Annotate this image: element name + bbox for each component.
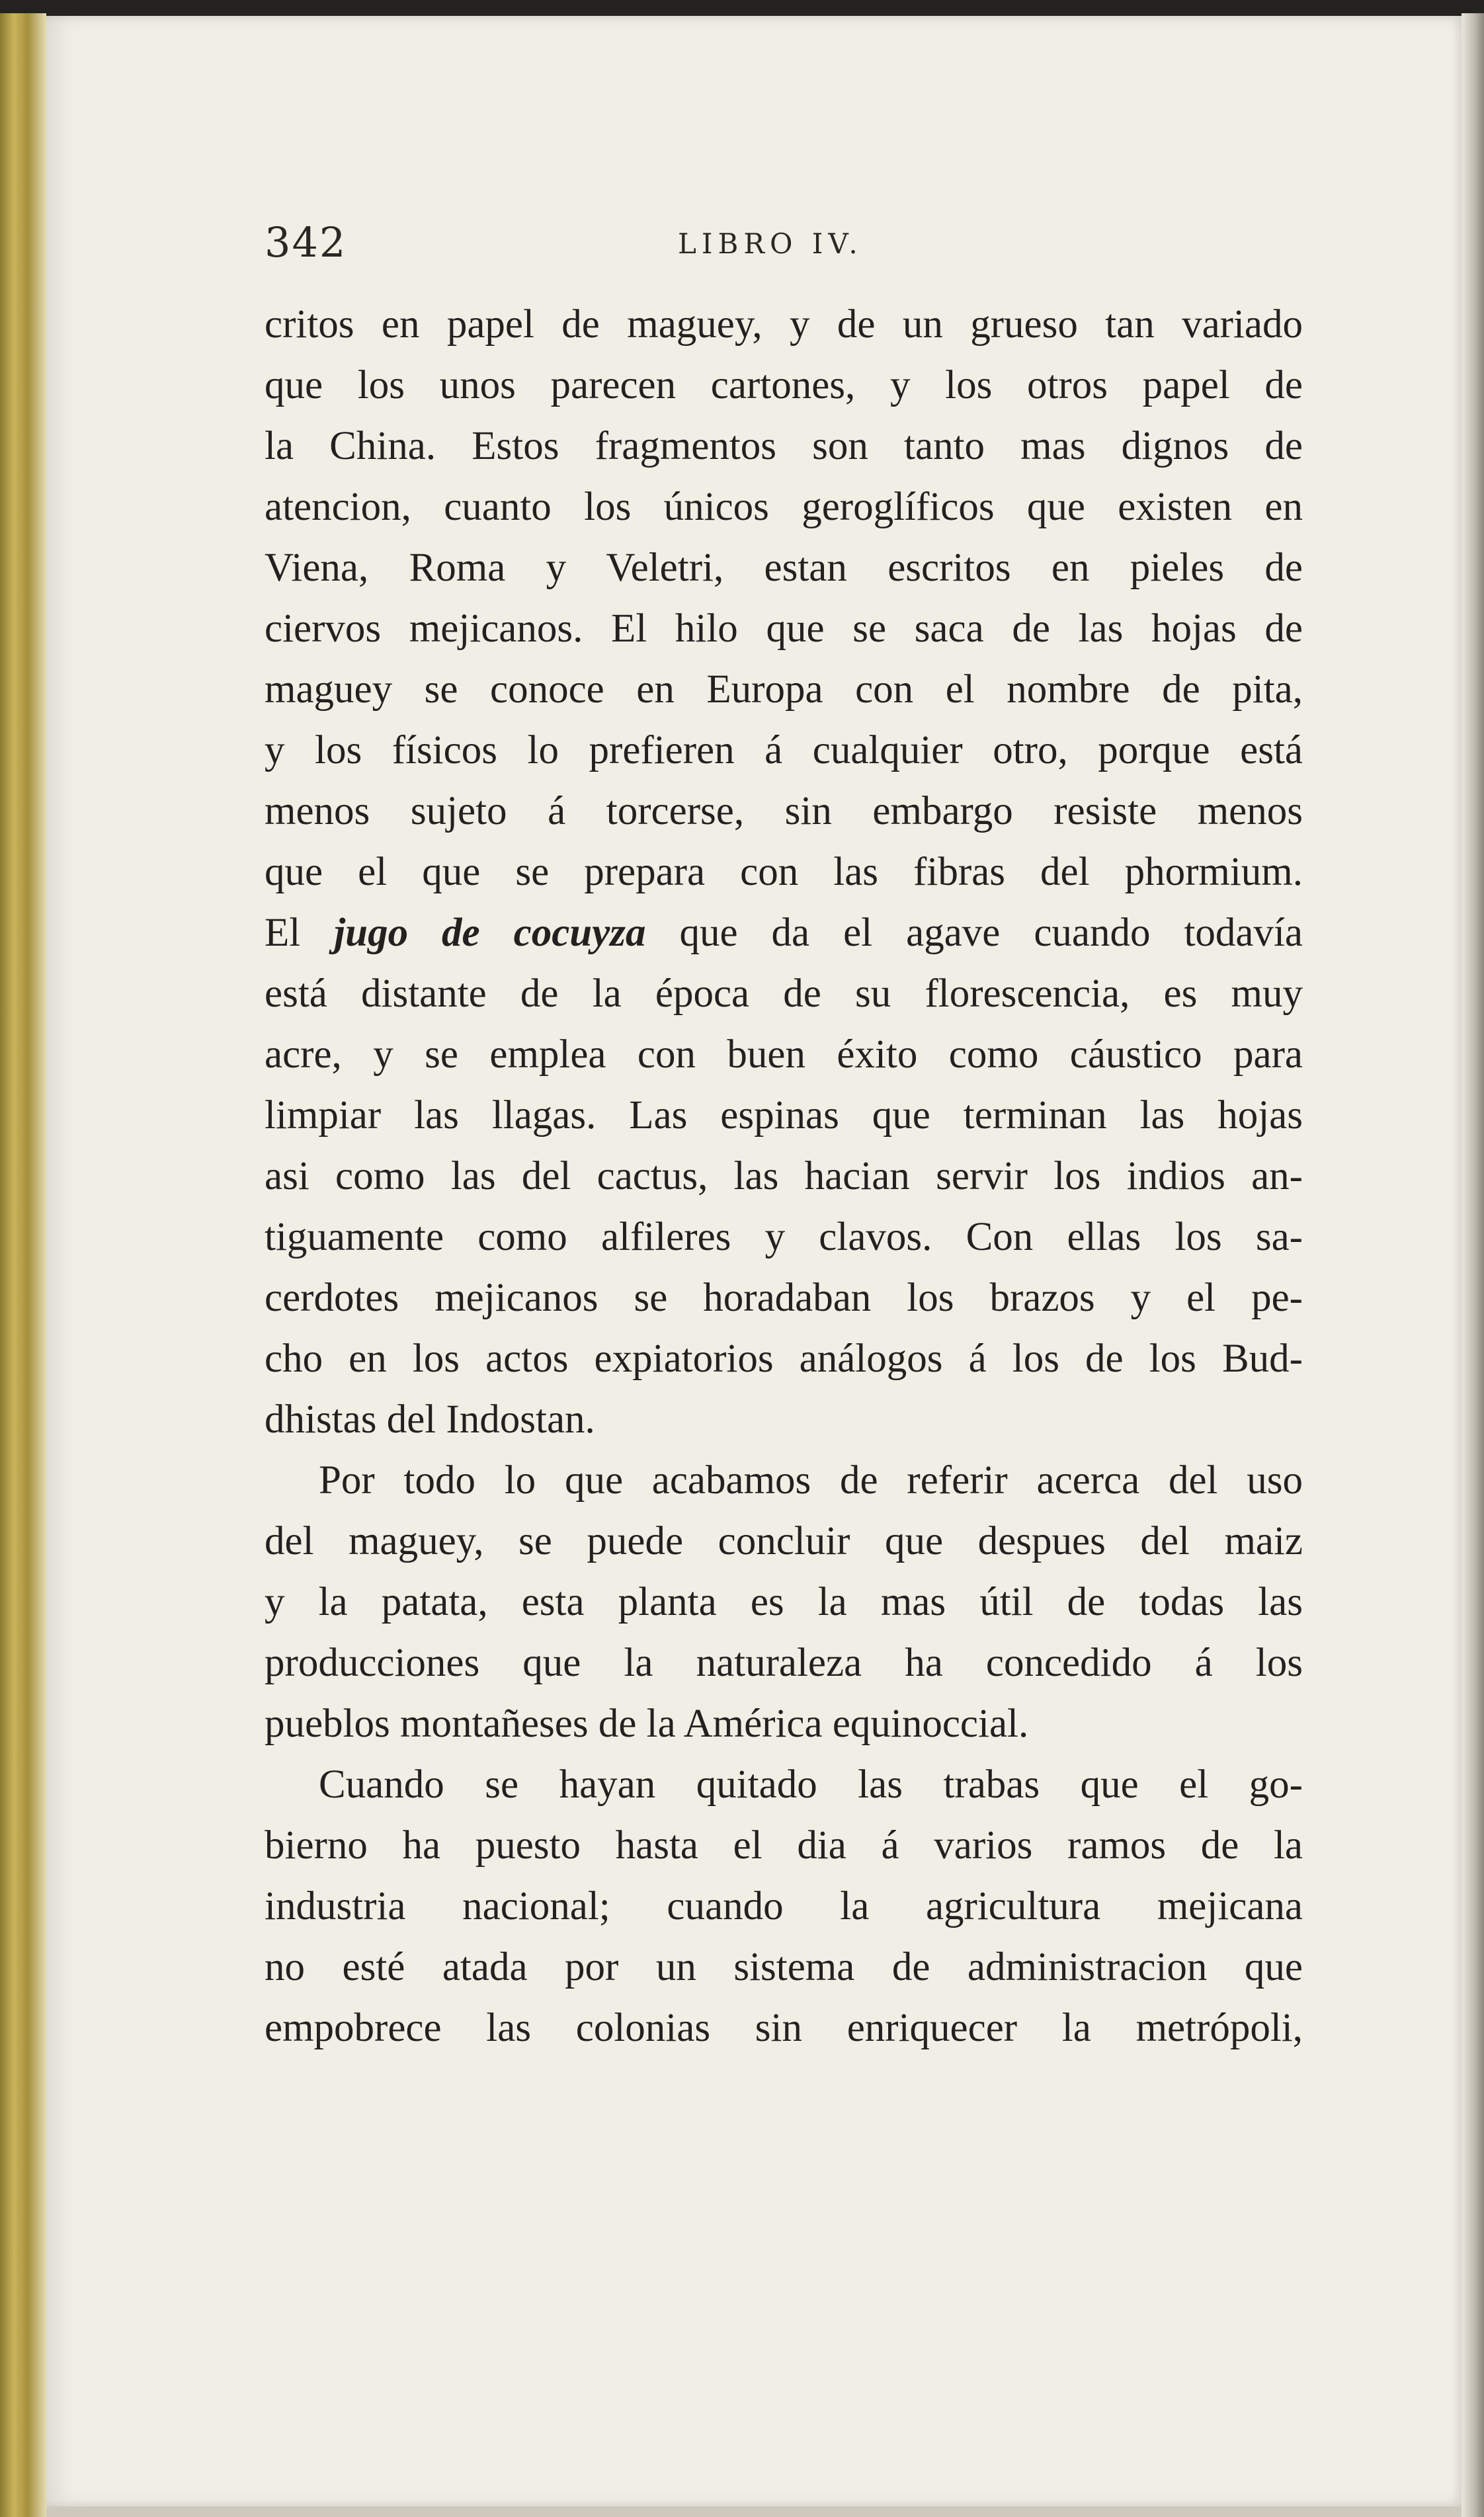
right-page-edge [1462,13,1484,2517]
text-line: critos en papel de maguey, y de un grueso tan variado [265,302,1303,347]
text-line: la China. Estos fragmentos son tanto mas dignos de [265,424,1303,468]
text-line: tiguamente como alfileres y clavos. Con ellas los sa- [265,1215,1303,1259]
text-line: ciervos mejicanos. El hilo que se saca de las hojas de [265,606,1303,651]
text-line: Por todo lo que acabamos de referir acerca del uso [319,1458,1303,1503]
gilt-page-edge [0,13,46,2517]
text-line: asi como las del cactus, las hacian servir los indios an- [265,1154,1303,1198]
text-line: acre, y se emplea con buen éxito como cáustico para [265,1032,1303,1077]
text-line: cho en los actos expiatorios análogos á los de los Bud- [265,1337,1303,1381]
text-line: atencion, cuanto los únicos geroglíficos que existen en [265,485,1303,529]
text-line: dhistas del Indostan. [265,1397,595,1442]
body-text [265,294,1303,2059]
text-line: que el que se prepara con las fibras del phormium. [265,850,1303,894]
page-number: 342 [265,218,347,267]
text-line: no esté atada por un sistema de administracion que [265,1945,1303,1989]
text-line: y la patata, esta planta es la mas útil de todas las [265,1580,1303,1624]
text-line: Viena, Roma y Veletri, estan escritos en pieles de [265,546,1303,590]
text-line: que los unos parecen cartones, y los otros papel de [265,363,1303,407]
text-line: del maguey, se puede concluir que despues del maiz [265,1519,1303,1563]
text-line: Cuando se hayan quitado las trabas que el go- [319,1762,1303,1807]
text-line: y los físicos lo prefieren á cualquier otro, porque está [265,728,1303,772]
text-line: bierno ha puesto hasta el dia á varios ramos de la [265,1823,1303,1868]
text-line: menos sujeto á torcerse, sin embargo resiste menos [265,789,1303,833]
text-line: empobrece las colonias sin enriquecer la metrópoli, [265,2006,1303,2050]
text-line-with-italic [265,903,1303,964]
text-line: maguey se conoce en Europa con el nombre de pita, [265,667,1303,712]
running-head [265,218,1303,278]
paragraph [265,1450,1303,1754]
text-line: limpiar las llagas. Las espinas que terminan las hojas [265,1093,1303,1137]
running-head-title: LIBRO IV. [678,227,863,260]
text-line: producciones que la naturaleza ha concedido á los [265,1641,1303,1685]
text-line: está distante de la época de su florescencia, es muy [265,971,1303,1016]
text-line: cerdotes mejicanos se horadaban los brazos y el pe- [265,1276,1303,1320]
text-line: industria nacional; cuando la agricultura mejicana [265,1884,1303,1928]
paragraph [265,294,1303,1450]
text-line: pueblos montañeses de la América equinoccial. [265,1702,1029,1746]
text-fragment: que da el agave cuando todavía [645,911,1303,955]
scanner-top-band [0,0,1484,17]
paragraph [265,1754,1303,2059]
italic-term: jugo de cocuyza [334,911,646,955]
text-fragment: El [265,911,335,955]
